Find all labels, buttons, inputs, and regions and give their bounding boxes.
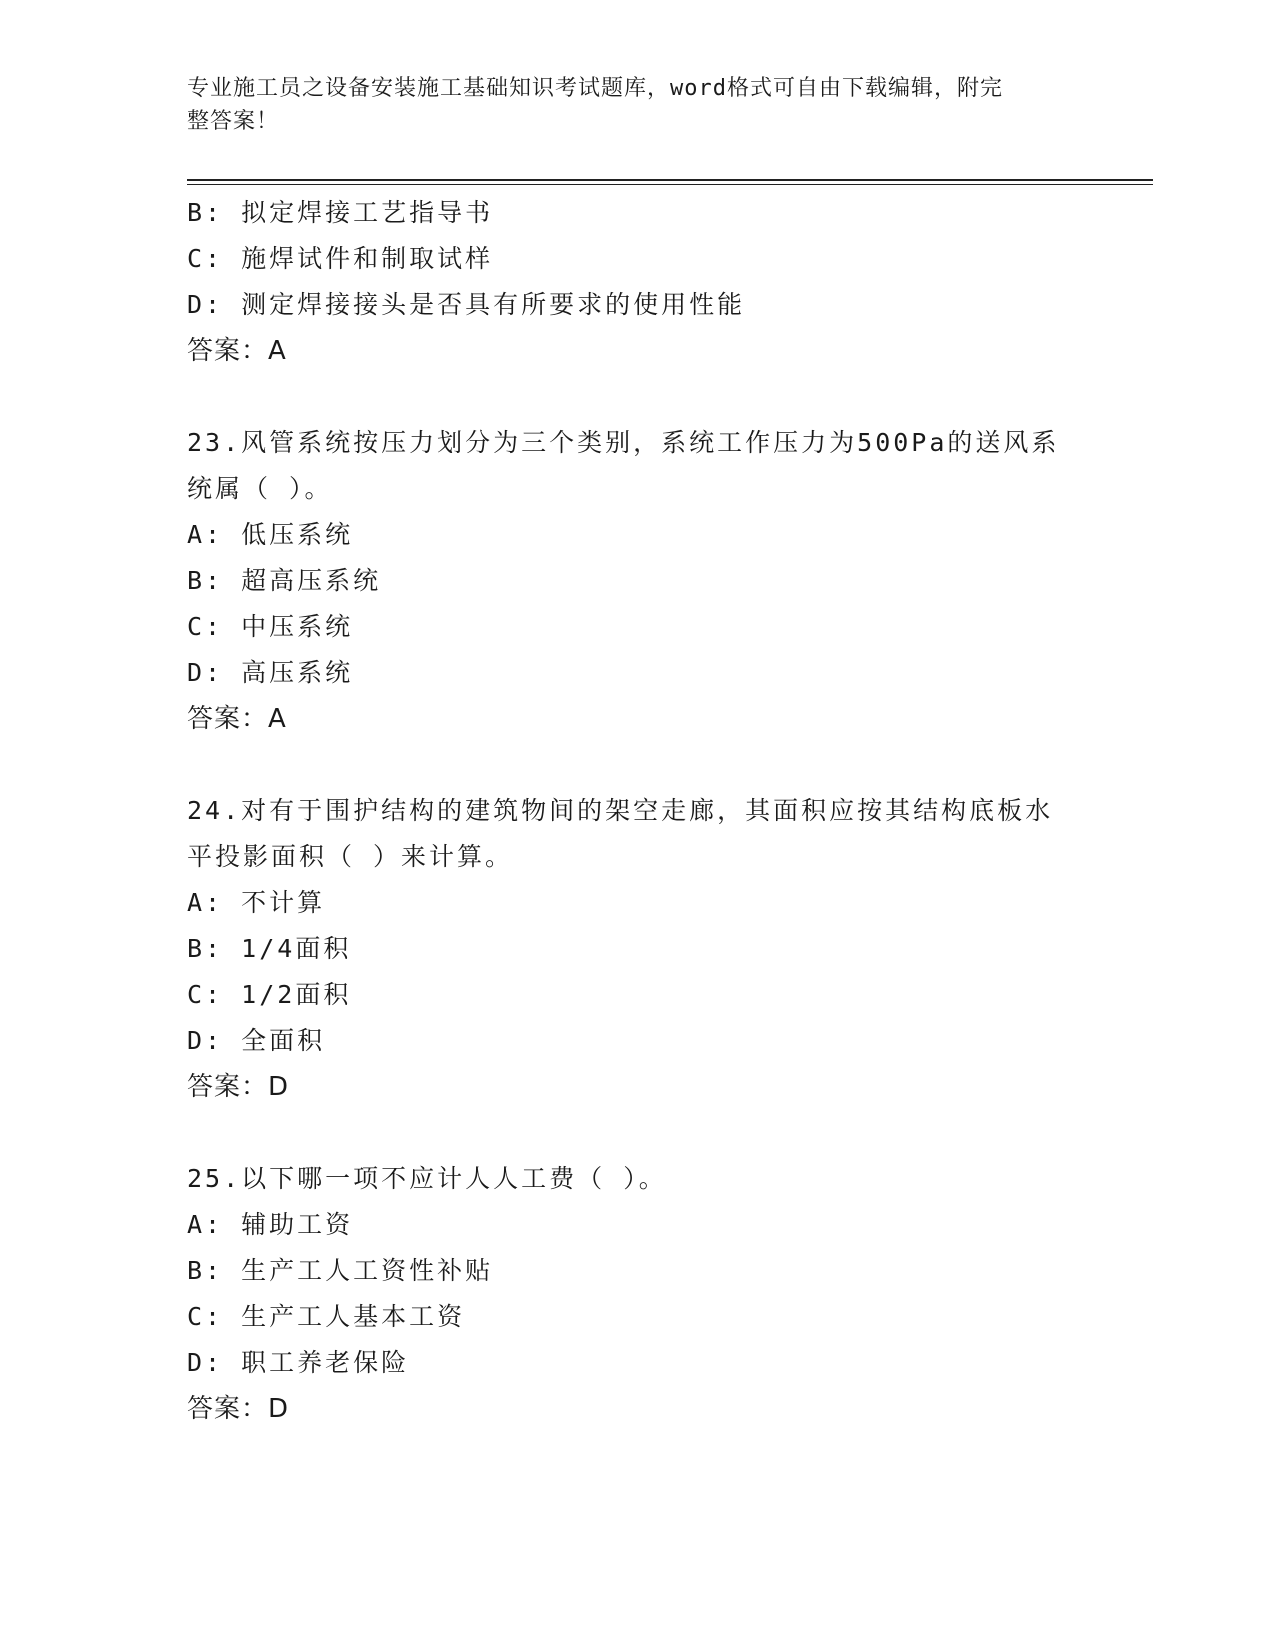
question-stem-line: 平投影面积（ ）来计算。 <box>187 842 514 871</box>
option-line <box>187 604 1087 650</box>
answer-line: 答案：D <box>187 1072 290 1102</box>
option-line <box>187 1202 1087 1248</box>
option-label: D: <box>187 1348 224 1377</box>
option-label: A: <box>187 520 224 549</box>
option-text: 职工养老保险 <box>241 1348 410 1377</box>
option-line <box>187 926 1087 972</box>
header-divider-thick <box>187 179 1153 181</box>
option-label: D: <box>187 1026 224 1055</box>
question-stem-line: 25.以下哪一项不应计人人工费（ ）。 <box>187 1164 667 1193</box>
header-divider-thin <box>187 184 1153 185</box>
option-line <box>187 1340 1087 1386</box>
option-text: 拟定焊接工艺指导书 <box>241 198 494 227</box>
option-text: 1/4面积 <box>241 934 352 963</box>
header-line-1: 专业施工员之设备安装施工基础知识考试题库，word格式可自由下载编辑，附完 <box>187 76 1003 101</box>
option-label: C: <box>187 1302 224 1331</box>
question-spacer <box>187 1110 1087 1156</box>
option-label: C: <box>187 612 224 641</box>
option-text: 施焊试件和制取试样 <box>241 244 494 273</box>
option-text: 高压系统 <box>241 658 354 687</box>
option-line <box>187 236 1087 282</box>
option-line <box>187 1018 1087 1064</box>
option-label: B: <box>187 934 224 963</box>
option-line <box>187 1294 1087 1340</box>
option-text: 测定焊接接头是否具有所要求的使用性能 <box>241 290 746 319</box>
option-label: A: <box>187 888 224 917</box>
option-text: 生产工人基本工资 <box>241 1302 466 1331</box>
option-line <box>187 972 1087 1018</box>
option-label: B: <box>187 566 224 595</box>
option-label: C: <box>187 980 224 1009</box>
option-line <box>187 880 1087 926</box>
question-stem-line: 23.风管系统按压力划分为三个类别，系统工作压力为500Pa的送风系 <box>187 428 1060 457</box>
question-stem-line: 24.对有于围护结构的建筑物间的架空走廊，其面积应按其结构底板水 <box>187 796 1054 825</box>
option-label: D: <box>187 658 224 687</box>
option-label: C: <box>187 244 224 273</box>
question-24 <box>187 788 1087 1110</box>
option-label: B: <box>187 198 224 227</box>
option-line <box>187 558 1087 604</box>
answer-line: 答案：A <box>187 704 287 734</box>
question-25 <box>187 1156 1087 1432</box>
question-22-continued <box>187 190 1087 374</box>
option-line <box>187 282 1087 328</box>
question-23 <box>187 420 1087 742</box>
option-line <box>187 512 1087 558</box>
option-label: B: <box>187 1256 224 1285</box>
option-text: 1/2面积 <box>241 980 352 1009</box>
option-text: 超高压系统 <box>241 566 382 595</box>
option-line <box>187 650 1087 696</box>
option-line <box>187 190 1087 236</box>
page-header <box>187 72 1067 138</box>
header-line-2: 整答案！ <box>187 109 280 134</box>
option-text: 全面积 <box>241 1026 326 1055</box>
question-spacer <box>187 374 1087 420</box>
answer-line: 答案：A <box>187 336 287 366</box>
option-text: 中压系统 <box>241 612 354 641</box>
option-text: 辅助工资 <box>241 1210 354 1239</box>
option-line <box>187 1248 1087 1294</box>
answer-line: 答案：D <box>187 1394 290 1424</box>
question-spacer <box>187 742 1087 788</box>
option-text: 不计算 <box>241 888 326 917</box>
question-stem-line: 统属（ ）。 <box>187 474 333 503</box>
option-label: A: <box>187 1210 224 1239</box>
document-body <box>187 190 1087 1432</box>
option-label: D: <box>187 290 224 319</box>
option-text: 低压系统 <box>241 520 354 549</box>
option-text: 生产工人工资性补贴 <box>241 1256 494 1285</box>
